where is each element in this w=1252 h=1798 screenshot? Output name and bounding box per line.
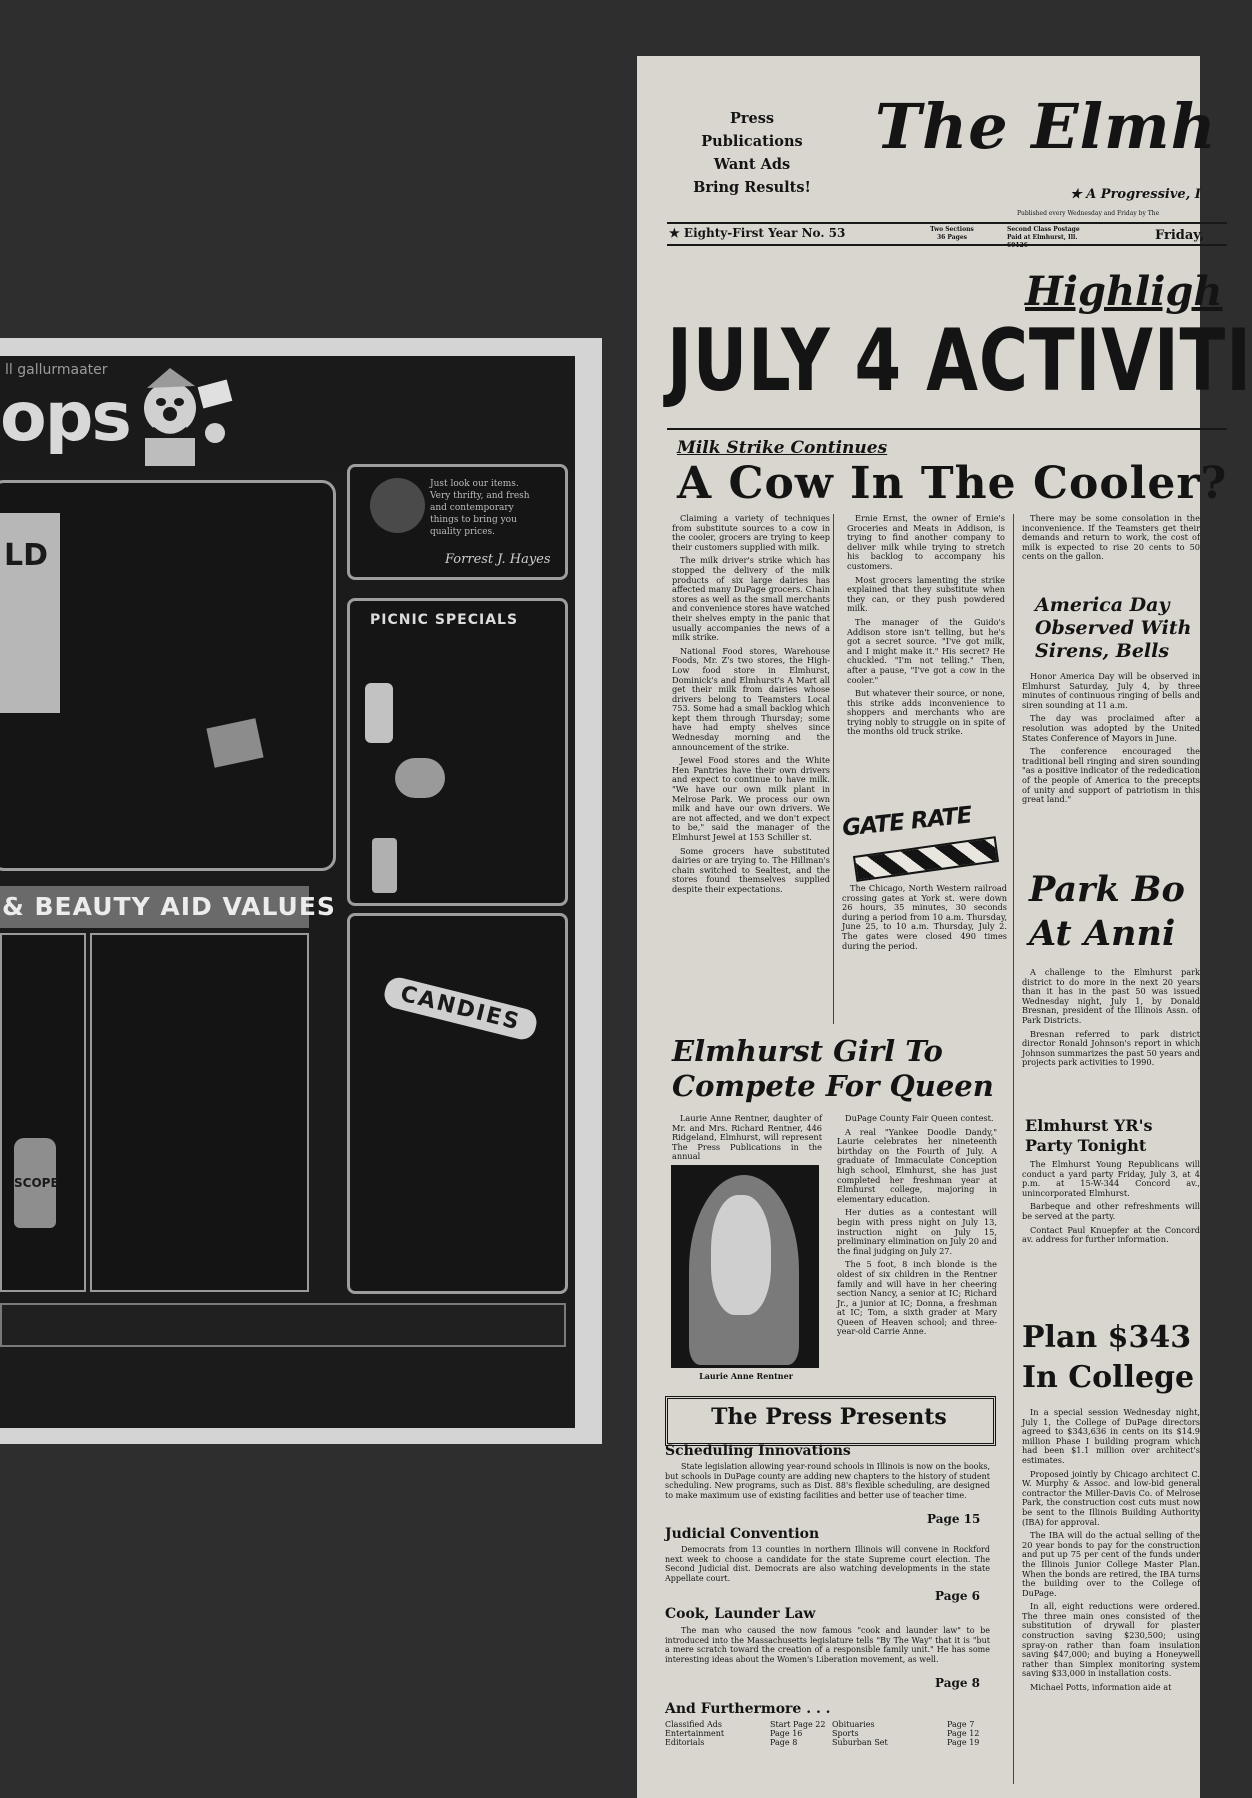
paragraph: Jewel Food stores and the White Hen Pantries have their own drivers and expect to continue to have milk. "We have our own milk plant in Melrose Park. We process our own milk and have our own drivers. We are not affected, and we don't expect to be," said the manager of the Elmhurst Jewel at 153 Schiller st.	[672, 755, 830, 842]
paragraph: The Elmhurst Young Republicans will conduct a yard party Friday, July 3, at 4 p.m. at 15-W-344 Concord av., unincorporated Elmhurst.	[1022, 1159, 1200, 1198]
yr-body	[1022, 1160, 1200, 1249]
index-page: Start Page 22	[770, 1720, 826, 1729]
index-page: Page 8	[770, 1738, 798, 1747]
plan-headline: Plan $343 In College	[1022, 1320, 1195, 1395]
column-rule	[833, 514, 834, 1024]
left-ad-page	[0, 338, 602, 1444]
promo-box	[677, 107, 827, 199]
paragraph: Michael Potts, information aide at	[1030, 1682, 1172, 1693]
postage-line: Second Class Postage	[1007, 226, 1080, 233]
paragraph: A real "Yankee Doodle Dandy," Laurie celebrates her nineteenth birthday on the Fourth of July. A graduate of Immaculate Conception high school, Elmhurst, she has just completed her freshman year at Elmhurst college, majoring in elementary education.	[837, 1126, 997, 1204]
promo-line: Want Ads	[713, 156, 791, 173]
queen-lead: Laurie Anne Rentner, daughter of Mr. and Mrs. Richard Rentner, 446 Ridgeland, Elmhurst, will represent The Press Publications in the annual	[672, 1113, 822, 1162]
ad-bottom-strip	[0, 1303, 566, 1347]
ad-value-band: & BEAUTY AID VALUES	[0, 886, 309, 928]
banner-rule	[667, 428, 1227, 430]
ad-header	[0, 358, 575, 473]
photo-face	[711, 1195, 771, 1315]
press-item-heading: Judicial Convention	[665, 1526, 820, 1542]
cow-column-2	[847, 514, 1005, 741]
ad-value-box	[0, 933, 86, 1292]
index-page: Page 7	[947, 1720, 975, 1729]
portrait-photo	[671, 1165, 819, 1368]
ad-candies-panel	[347, 913, 568, 1294]
index-label: Entertainment	[665, 1729, 725, 1738]
cow-kicker: Milk Strike Continues	[677, 438, 888, 458]
promo-line: Bring Results!	[693, 179, 811, 196]
masthead-tagline: ★ A Progressive, I	[1070, 187, 1201, 202]
paragraph: In all, eight reductions were ordered. The three main ones consisted of the substitution of drywall for plaster construction saving $230,500; using spray-on rather than foam insulation saving $47,000; and buying a Honeywell rather than Simplex monitoring system saving $33,000 in installation costs.	[1022, 1601, 1200, 1679]
postage-note	[1007, 226, 1087, 250]
paragraph: Claiming a variety of techniques from substitute sources to a cow in the cooler, grocers are trying to keep their customers supplied with milk.	[672, 513, 830, 552]
paragraph: Ernie Ernst, the owner of Ernie's Groceries and Meats in Addison, is trying to find another company to deliver milk while trying to stretch his backlog to accompany his customers.	[847, 513, 1005, 571]
cow-headline: A Cow In The Cooler?	[677, 458, 1228, 509]
index-row	[665, 1729, 825, 1738]
paragraph: But whatever their source, or none, this strike adds inconvenience to shoppers and merchants who are trying nobly to struggle on in spite of the months old truck strike.	[847, 688, 1005, 737]
gate-rate-graphic	[841, 802, 992, 878]
ad-picnic-item	[365, 683, 393, 743]
paragraph: The milk driver's strike which has stopped the delivery of the milk products of six large dairies has affected many DuPage grocers. Chain stores as well as the small merchants and convenience stores have watched their shelves empty in the panic that usually accompanies the news of a milk strike.	[672, 555, 830, 643]
paragraph: Honor America Day will be observed in Elmhurst Saturday, July 4, by three minutes of continuous ringing of bells and siren sounding at 11 a.m.	[1022, 671, 1200, 710]
paragraph: Most grocers lamenting the strike explained that they substitute when they can, or they push powdered milk.	[847, 574, 1005, 614]
ad-portrait	[370, 478, 425, 533]
paragraph: Barbeque and other refreshments will be served at the party.	[1022, 1201, 1200, 1221]
park-body	[1022, 968, 1200, 1072]
paragraph: The day was proclaimed after a resolution was adopted by the United States Conference of Mayors in June.	[1022, 713, 1200, 743]
index-left	[665, 1720, 825, 1747]
cow-column-1	[672, 514, 830, 899]
highlights-heading: Highligh	[1025, 268, 1223, 315]
ad-candies-banner: CANDIES	[382, 975, 540, 1043]
photo-caption: Laurie Anne Rentner	[699, 1371, 793, 1381]
ad-book-image	[0, 513, 60, 713]
index-row	[832, 1720, 992, 1729]
paragraph: Some grocers have substituted dairies or are trying to. The Hillman's chain switched to Sealtest, and the stores found themselves supplied despite their expectations.	[672, 845, 830, 894]
press-presents-title: The Press Presents	[711, 1404, 947, 1430]
america-day-headline: America Day Observed With Sirens, Bells	[1035, 594, 1192, 662]
paragraph: There may be some consolation in the inconvenience. If the Teamsters get their demands and return to work, the cost of milk is expected to rise 20 cents to 50 cents on the gallon.	[1022, 513, 1200, 562]
america-day-body	[1022, 672, 1200, 809]
paragraph: DuPage County Fair Queen contest.	[845, 1113, 994, 1123]
postage-line: Paid at Elmhurst, Ill.	[1007, 234, 1078, 241]
index-page: Page 12	[947, 1729, 980, 1738]
crossing-gate-icon	[853, 836, 999, 882]
index-label: Sports	[832, 1729, 859, 1738]
ad-picnic-heading: PICNIC SPECIALS	[370, 612, 519, 628]
clown-illustration	[125, 368, 235, 468]
masthead-rule	[667, 222, 1227, 224]
index-row	[832, 1738, 992, 1747]
press-item-page: Page 8	[935, 1676, 981, 1690]
ad-picnic-item	[395, 758, 445, 798]
paragraph: In a special session Wednesday night, July 1, the College of DuPage directors agreed to $343,636 in cents on its $14.9 million Phase I building program which had been $1.1 million over architect's estimates.	[1022, 1407, 1200, 1465]
ad-logo: ops	[0, 378, 130, 457]
index-label: Classified Ads	[665, 1720, 722, 1729]
index-right	[832, 1720, 992, 1747]
paragraph: A challenge to the Elmhurst park district to do more in the next 20 years than it has in the past 50 was issued Wednesday night, July 1, by Donald Bresnan, president of the Illinois Assn. of Park Districts.	[1022, 967, 1200, 1025]
index-row	[665, 1720, 825, 1729]
paragraph: Bresnan referred to park district director Ronald Johnson's report in which Johnson summarizes the past 50 years and projects park activities to 1990.	[1022, 1028, 1200, 1068]
press-item-heading: Cook, Launder Law	[665, 1606, 816, 1622]
gate-rate-label: GATE RATE	[841, 802, 973, 842]
plan-body	[1022, 1408, 1200, 1697]
press-item-text: The man who caused the now famous "cook and launder law" to be introduced into the Massachusetts legislature tells "By The Way" that it is "but a mere scratch toward the creation of a responsible family unit." He has some interesting ideas about the Women's Liberation movement, as well.	[665, 1626, 990, 1664]
ad-picnic-item	[372, 838, 397, 893]
index-label: Editorials	[665, 1738, 705, 1747]
index-page: Page 19	[947, 1738, 980, 1747]
index-page: Page 16	[770, 1729, 803, 1738]
masthead-rule	[667, 244, 1227, 246]
paragraph: Proposed jointly by Chicago architect C. W. Murphy & Assoc. and low-bid general contractor the Miller-Davis Co. of Melrose Park, the construction cost cuts must now be sent to the Illinois Building Authority (IBA) for approval.	[1022, 1468, 1200, 1527]
index-row	[832, 1729, 992, 1738]
park-headline: Park Bo At Anni	[1029, 869, 1185, 954]
paragraph: The 5 foot, 8 inch blonde is the oldest of six children in the Rentner family and will have in her cheering section Nancy, a senior at IC; Richard Jr., a junior at IC; Donna, a freshman at IC; Tom, a sixth grader at Mary Queen of Heaven school; and three-year-old Carrie Anne.	[837, 1259, 997, 1337]
queen-column-2	[837, 1114, 997, 1341]
press-item-page: Page 15	[927, 1512, 981, 1526]
index-label: Suburban Set	[832, 1738, 888, 1747]
sections-note	[927, 226, 977, 242]
volume-line: ★ Eighty-First Year No. 53	[669, 226, 846, 240]
index-row	[665, 1738, 825, 1747]
ad-book-title: LD	[4, 538, 49, 573]
paragraph: The IBA will do the actual selling of the 20 year bonds to pay for the construction and put up 75 per cent of the funds under the Illinois Junior College Master Plan. When the bonds are retired, the IBA turns the building over to the College of DuPage.	[1022, 1530, 1200, 1598]
sections-line: Two Sections	[930, 226, 974, 233]
gate-rate-text: The Chicago, North Western railroad crossing gates at York st. were down 26 hours, 35 minutes, 30 seconds during a period from 10 a.m. Thursday, June 25, to 10 a.m. Thursday, July 2. The gates were closed 490 times during the period.	[842, 883, 1007, 951]
index-label: Obituaries	[832, 1720, 875, 1729]
masthead-title: The Elmh	[875, 90, 1217, 163]
press-item-heading: Scheduling Innovations	[665, 1443, 851, 1459]
newspaper-front-page	[637, 56, 1252, 1798]
press-item-text: Democrats from 13 counties in northern Illinois will convene in Rockford next week to choose a candidate for the state Supreme court election. The Second Judicial dist. Democrats are also watching developments in the state Appellate court.	[665, 1545, 990, 1583]
ad-kicker: ll gallurmaater	[5, 362, 108, 378]
publication-note: Published every Wednesday and Friday by The	[1017, 210, 1160, 217]
promo-line: Press Publications	[701, 110, 803, 150]
paragraph: Her duties as a contestant will begin with press night on July 13, instruction night on July 15, preliminary elimination on July 20 and the final judging on July 27.	[837, 1207, 997, 1256]
press-item-text: State legislation allowing year-round schools in Illinois is now on the books, but schools in DuPage county are adding new chapters to the history of student scheduling. New programs, such as Dist. 88's flexible scheduling, are designed to make maximum use of existing facilities and better use of teacher time.	[665, 1462, 990, 1500]
paragraph: National Food stores, Warehouse Foods, Mr. Z's two stores, the High-Low food store in Elmhurst, Dominick's and Elmhurst's A Mart all get their milk from dairies whose drivers belong to Teamsters Local 753. Some had a small backlog which kept them through Thursday; some have had empty shelves since Wednesday morning and the announcement of the strike.	[672, 645, 830, 752]
queen-headline: Elmhurst Girl To Compete For Queen	[672, 1034, 994, 1103]
paragraph: The manager of the Guido's Addison store isn't telling, but he's got a secret source. "I've got milk, and I might make it." His secret? He chuckled. "I'm not telling." Then, after a pause, "I've got a cow in the cooler."	[847, 616, 1005, 685]
index-heading: And Furthermore . . .	[665, 1701, 831, 1717]
ad-signature: Forrest J. Hayes	[445, 552, 551, 567]
dateline: Friday,	[1155, 228, 1205, 243]
cow-column-3	[1022, 514, 1200, 566]
paragraph: Contact Paul Knuepfer at the Concord av. address for further information.	[1022, 1224, 1200, 1245]
scope-bottle: SCOPE	[14, 1138, 56, 1228]
ad-quote-text: Just look our items. Very thrifty, and fresh and contemporary things to bring you quality prices.	[430, 479, 530, 537]
press-item-page: Page 6	[935, 1589, 981, 1603]
yr-headline: Elmhurst YR's Party Tonight	[1025, 1116, 1153, 1155]
column-rule	[1013, 514, 1014, 1784]
banner-headline: JULY 4 ACTIVITI	[667, 311, 1252, 411]
sections-line: 36 Pages	[936, 234, 968, 241]
paragraph: The conference encouraged the traditional bell ringing and siren sounding "as a positive indicator of the rededication of the people of America to the precepts of unity and support of patriotism in this great land."	[1022, 746, 1200, 805]
ad-value-box	[90, 933, 309, 1292]
